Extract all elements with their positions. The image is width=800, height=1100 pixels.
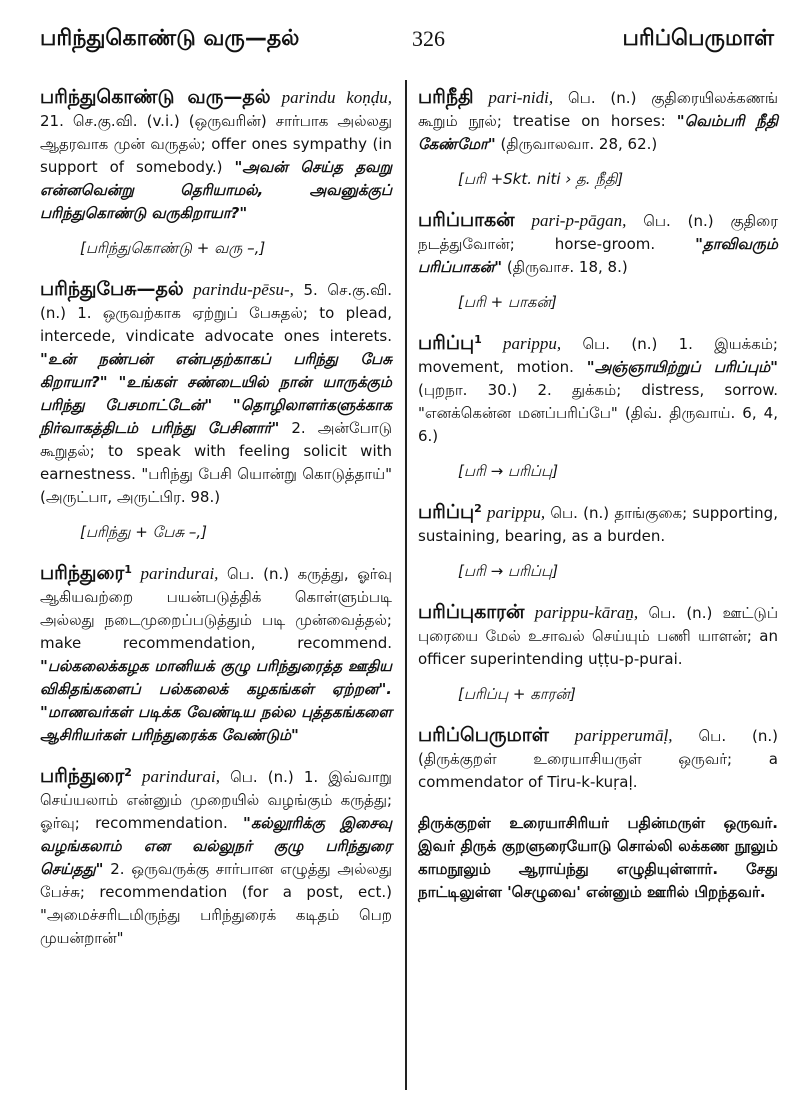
entry-headword: பரிந்துகொண்டு வரு—தல் (40, 86, 271, 108)
entry-example: "பல்கலைக்கழக மானியக் குழு பரிந்துரைத்த ஊதிய விகிதங்களைப் பல்கலைக் கழகங்கள் ஏற்றன". "மாணவர்கள் படிக்க வேண்டிய நல்ல புத்தகங்களை ஆசிரியர்கள் பரிந்துரைக்க வேண்டும்" (40, 657, 392, 744)
left-column (40, 86, 392, 968)
entry-headword: பரிந்துபேசு—தல் (40, 278, 184, 300)
entry-text (40, 278, 392, 509)
entry-etymology: [பரி + பாகன்] (458, 293, 557, 311)
entry-etymology: [பரி → பரிப்பு] (458, 562, 559, 580)
entry-headword: பரிந்துரை (40, 765, 125, 787)
entry-text (418, 332, 778, 448)
entry-transliteration: parippu, (486, 503, 546, 522)
dictionary-entry (40, 278, 392, 544)
dictionary-entry (418, 86, 778, 191)
entry-text (418, 86, 778, 156)
entry-definition: பெ. (n.) தாங்குகை; supporting, sustaining, bearing, as a burden. (418, 504, 778, 545)
entry-definition: பெ. (n.) குதிரை நடத்துவோன்; horse-groom. (418, 212, 778, 253)
entry-headword: பரிந்துரை (40, 562, 125, 584)
entry-text (418, 724, 778, 794)
entry-example: "தாவிவரும் பரிப்பாகன்" (418, 235, 778, 276)
entry-citation: (புறநா. 30.) 2. துக்கம்; distress, sorrow. "எனக்கென்ன மனப்பரிப்பே" (திவ். திருவாய். 6, 4, 6.) (418, 381, 778, 445)
entry-transliteration: parippu-kāraṉ, (534, 603, 639, 622)
entry-transliteration: parindu-pēsu-, (193, 280, 294, 299)
entry-transliteration: parindu koṇḍu, (281, 88, 392, 107)
page-header (40, 26, 774, 66)
dictionary-entry (40, 765, 392, 950)
entry-transliteration: paripperumāḷ, (574, 726, 673, 745)
entry-citation: (திருவாச. 18, 8.) (506, 258, 628, 276)
entry-headword: பரிநீதி (418, 86, 474, 108)
entry-transliteration: parippu, (503, 334, 562, 353)
entry-headword: பரிப்பாகன் (418, 209, 515, 231)
entry-text (40, 562, 392, 747)
homograph-number: 1 (124, 563, 132, 576)
entry-definition: பெ. (n.) கருத்து, ஓர்வு ஆகியவற்றை பயன்படுத்திக் கொள்ளும்படி அல்லது நடைமுறைப்படுத்தும் படி முன்வைத்தல்; make recommendation, recommend. (40, 565, 392, 652)
dictionary-entry (418, 601, 778, 706)
entry-headword: பரிப்பெருமாள் (418, 724, 549, 746)
entry-headword: பரிப்பு (418, 501, 475, 523)
entry-text (40, 86, 392, 225)
right-column (418, 86, 778, 904)
entry-example: "வெம்பரி நீதி கேண்மோ" (418, 112, 778, 153)
entry-example: "உன் நண்பன் என்பதற்காகப் பரிந்து பேசு கிறாயா?" "உங்கள் சண்டையில் நான் யாருக்கும் பரிந்து பேசமாட்டேன்" "தொழிலாளர்களுக்காக நிர்வாகத்திடம் பரிந்து பேசினார்" (40, 350, 392, 437)
entry-citation: 2. அன்போடு கூறுதல்; to speak with feeling solicit with earnestness. "பரிந்து பேசி யொன்று கொடுத்தாய்" (அருட்பா, அருட்பிர. 98.) (40, 419, 392, 506)
entry-text (418, 601, 778, 671)
entry-example: "கல்லூரிக்கு இசைவு வழங்கலாம் என வல்லுநர் குழு பரிந்துரை செய்தது" (40, 814, 392, 878)
dictionary-entry (40, 562, 392, 747)
homograph-number: 2 (124, 766, 132, 779)
entry-text (418, 209, 778, 279)
entry-example: "அஞ்ஞாயிற்றுப் பரிப்பும்" (586, 358, 778, 376)
entry-text (418, 501, 778, 548)
entry-etymology: [பரி +Skt. niti › த. நீதி] (458, 170, 624, 188)
entry-definition: பெ. (n.) ஊட்டுப் புரையை மேல் உசாவல் செய்யும் பணி யாளன்; an officer superintending uṭṭu-p-purai. (418, 604, 778, 668)
entry-definition: பெ. (n.) (திருக்குறள் உரையாசியருள் ஒருவர்; a commendator of Tiru-k-kuṛaḷ. (418, 727, 778, 791)
dictionary-entry (418, 501, 778, 583)
entry-etymology: [பரிந்துகொண்டு + வரு –,] (80, 239, 266, 257)
entry-etymology: [பரி → பரிப்பு] (458, 462, 559, 480)
entry-transliteration: parindurai, (142, 767, 220, 786)
entry-citation: 2. ஒருவருக்கு சார்பான எழுத்து அல்லது பேச்சு; recommendation (for a post, ect.) "அமைச்சரிடமிருந்து பரிந்துரைக் கடிதம் பெற முயன்றான்" (40, 860, 392, 947)
entry-etymology: [பரிந்து + பேசு –,] (80, 523, 208, 541)
dictionary-entry (418, 209, 778, 314)
header-left-guideword: பரிந்துகொண்டு வரு—தல் (40, 26, 300, 51)
entry-note: திருக்குறள் உரையாசிரியர் பதின்மருள் ஒருவர். இவர் திருக் குறளுரையோடு சொல்லி லக்கண நூலும் காமநூலும் ஆராய்ந்து எழுதியுள்ளார். சேது நாட்டிலுள்ள 'செழுவை' என்னும் ஊரில் பிறந்தவர். (418, 814, 778, 901)
entry-transliteration: pari-nidi, (488, 88, 554, 107)
entry-text (40, 765, 392, 950)
entry-definition: பெ. (n.) 1. இவ்வாறு செய்யலாம் என்னும் முறையில் வழங்கும் கருத்து; ஓர்வு; recommendation. (40, 768, 392, 832)
column-divider (405, 80, 407, 1090)
entry-headword: பரிப்புகாரன் (418, 601, 525, 623)
entry-definition: 21. செ.கு.வி. (v.i.) (ஒருவரின்) சார்பாக அல்லது ஆதரவாக முன் வருதல்; offer ones sympathy (in support of somebody.) (40, 112, 392, 176)
homograph-number: 2 (474, 502, 482, 515)
entry-transliteration: parindurai, (140, 564, 219, 583)
dictionary-entry (418, 332, 778, 483)
entry-headword: பரிப்பு (418, 332, 475, 354)
homograph-number: 1 (474, 333, 482, 346)
entry-citation: (திருவாலவா. 28, 62.) (500, 135, 658, 153)
entry-definition: பெ. (n.) 1. இயக்கம்; movement, motion. (418, 335, 778, 376)
dictionary-entry (418, 724, 778, 794)
entry-transliteration: pari-p-pāgan, (531, 211, 627, 230)
entry-definition: 5. செ.கு.வி. (n.) 1. ஒருவற்காக ஏற்றுப் பேசுதல்; to plead, intercede, vindicate advocate ones interets. (40, 281, 392, 345)
entry-etymology: [பரிப்பு + காரன்] (458, 685, 576, 703)
page-number: 326 (412, 26, 445, 51)
dictionary-entry (40, 86, 392, 260)
entry-definition: பெ. (n.) குதிரையிலக்கணங் கூறும் நூல்; treatise on horses: (418, 89, 778, 130)
header-right-guideword: பரிப்பெருமாள் (622, 26, 774, 51)
entry-example: "அவன் செய்த தவறு என்னவென்று தெரியாமல், அவனுக்குப் பரிந்துகொண்டு வருகிறாயா?" (40, 158, 393, 222)
